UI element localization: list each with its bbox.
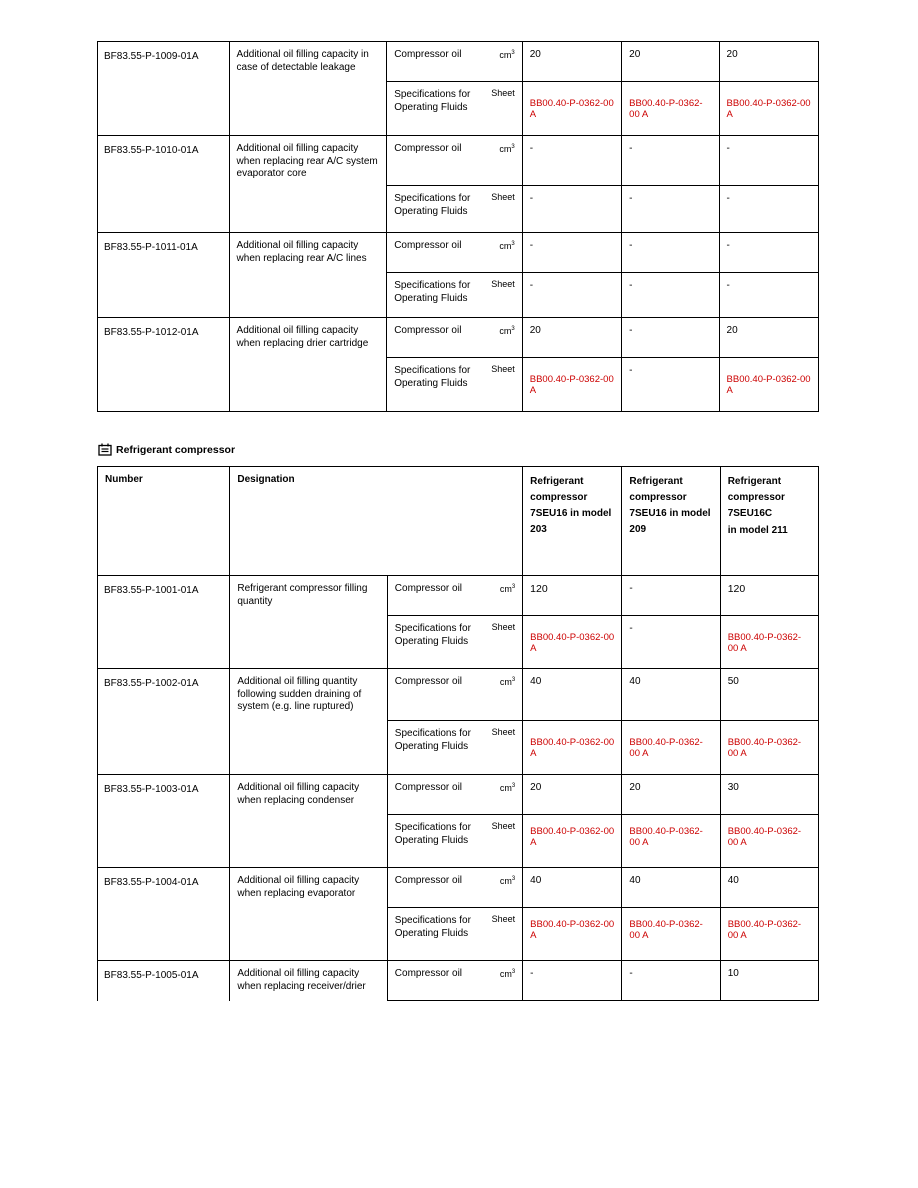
unit-label: $cm^3$ bbox=[499, 584, 516, 594]
param-cell bbox=[387, 318, 523, 358]
param-label: Compressor oil bbox=[394, 676, 463, 687]
spec-sheet-link[interactable]: BB00.40-P-0362-00 A bbox=[726, 98, 811, 120]
row-designation: Additional oil filling capacity when replacing drier cartridge bbox=[229, 318, 387, 412]
param-label: Compressor oil bbox=[394, 143, 462, 154]
param-cell bbox=[387, 616, 522, 669]
param-label: Specifications for Operating Fluids bbox=[394, 365, 471, 389]
table-row bbox=[98, 775, 819, 815]
header-designation: Designation bbox=[230, 467, 523, 576]
unit-label: $cm^3$ bbox=[499, 783, 516, 793]
param-label: Compressor oil bbox=[394, 583, 463, 594]
param-cell bbox=[387, 669, 522, 721]
spec-sheet-link[interactable]: BB00.40-P-0362-00 A bbox=[530, 632, 615, 654]
value-cell: - bbox=[622, 186, 719, 233]
value-cell: 20 bbox=[719, 42, 818, 82]
spec-sheet-link[interactable]: BB00.40-P-0362-00 A bbox=[629, 98, 703, 120]
value-cell: - bbox=[523, 961, 622, 1001]
row-number: BF83.55-P-1003-01A bbox=[98, 775, 230, 868]
value-cell: 120 bbox=[720, 576, 818, 616]
row-designation: Additional oil filling capacity when replacing rear A/C lines bbox=[229, 233, 387, 318]
spec-sheet-link[interactable]: BB00.40-P-0362-00 A bbox=[727, 737, 802, 759]
param-cell bbox=[387, 775, 522, 815]
param-cell bbox=[387, 42, 523, 82]
param-label: Compressor oil bbox=[394, 240, 462, 251]
row-number: BF83.55-P-1010-01A bbox=[98, 136, 230, 233]
param-cell bbox=[387, 868, 522, 908]
value-cell: 20 bbox=[523, 775, 622, 815]
value-cell: - bbox=[622, 358, 719, 412]
spec-sheet-link[interactable]: BB00.40-P-0362-00 A bbox=[727, 632, 802, 654]
value-cell: 30 bbox=[720, 775, 818, 815]
table-header-row bbox=[98, 467, 819, 576]
table-row bbox=[98, 136, 819, 186]
section-title bbox=[98, 443, 235, 456]
param-cell bbox=[387, 233, 523, 273]
header-number: Number bbox=[98, 467, 230, 576]
value-cell: - bbox=[622, 273, 719, 318]
table-row bbox=[98, 42, 819, 82]
row-designation: Additional oil filling capacity when replacing receiver/drier bbox=[230, 961, 387, 1001]
compressor-spec-table bbox=[97, 466, 819, 1001]
value-cell: 120 bbox=[523, 576, 622, 616]
row-number: BF83.55-P-1001-01A bbox=[98, 576, 230, 669]
row-designation: Additional oil filling capacity in case of detectable leakage bbox=[229, 42, 387, 136]
unit-label: Sheet bbox=[491, 192, 515, 202]
param-cell bbox=[387, 186, 523, 233]
value-cell: 40 bbox=[622, 669, 720, 721]
param-label: Specifications for Operating Fluids bbox=[394, 623, 471, 647]
param-label: Compressor oil bbox=[394, 325, 462, 336]
value-cell: - bbox=[522, 273, 621, 318]
value-cell: - bbox=[622, 616, 720, 669]
param-label: Compressor oil bbox=[394, 875, 463, 886]
table-row bbox=[98, 669, 819, 721]
param-label: Compressor oil bbox=[394, 782, 463, 793]
value-cell: - bbox=[719, 136, 818, 186]
param-label: Specifications for Operating Fluids bbox=[394, 915, 471, 939]
header-col-model-203: Refrigerant compressor 7SEU16 in model 203 bbox=[523, 467, 622, 576]
value-cell: 20 bbox=[719, 318, 818, 358]
value-cell: - bbox=[622, 233, 719, 273]
param-cell bbox=[387, 721, 522, 775]
value-cell: 40 bbox=[720, 868, 818, 908]
value-cell: - bbox=[622, 961, 720, 1001]
param-label: Specifications for Operating Fluids bbox=[394, 280, 471, 304]
param-cell bbox=[387, 961, 522, 1001]
unit-label: $cm^3$ bbox=[499, 326, 515, 336]
header-col-model-209: Refrigerant compressor 7SEU16 in model 209 bbox=[622, 467, 720, 576]
spec-sheet-link[interactable]: BB00.40-P-0362-00 A bbox=[530, 737, 615, 759]
unit-label: Sheet bbox=[491, 727, 516, 737]
table-row bbox=[98, 576, 819, 616]
table-row bbox=[98, 868, 819, 908]
spec-sheet-link[interactable]: BB00.40-P-0362-00 A bbox=[629, 737, 703, 759]
param-cell bbox=[387, 576, 522, 616]
param-label: Specifications for Operating Fluids bbox=[394, 822, 471, 846]
value-cell: - bbox=[719, 273, 818, 318]
spec-sheet-link[interactable]: BB00.40-P-0362-00 A bbox=[727, 919, 802, 941]
value-cell: 20 bbox=[522, 42, 621, 82]
unit-label: Sheet bbox=[491, 821, 516, 831]
unit-label: Sheet bbox=[491, 88, 515, 98]
header-col-model-211: Refrigerant compressor 7SEU16C in model 211 bbox=[720, 467, 818, 576]
value-cell: - bbox=[622, 318, 719, 358]
param-label: Compressor oil bbox=[394, 968, 463, 979]
table-row bbox=[98, 233, 819, 273]
value-cell: 40 bbox=[523, 669, 622, 721]
row-designation: Refrigerant compressor filling quantity bbox=[230, 576, 387, 669]
unit-label: Sheet bbox=[491, 622, 516, 632]
unit-label: $cm^3$ bbox=[499, 969, 516, 979]
value-cell: 10 bbox=[720, 961, 818, 1001]
unit-label: Sheet bbox=[491, 279, 515, 289]
value-cell: - bbox=[622, 136, 719, 186]
param-cell bbox=[387, 358, 523, 412]
param-label: Specifications for Operating Fluids bbox=[394, 89, 471, 113]
spec-sheet-link[interactable]: BB00.40-P-0362-00 A bbox=[629, 826, 703, 848]
unit-label: $cm^3$ bbox=[499, 876, 516, 886]
unit-label: $cm^3$ bbox=[499, 50, 515, 60]
param-label: Specifications for Operating Fluids bbox=[394, 193, 471, 217]
param-cell bbox=[387, 815, 522, 868]
table-row bbox=[98, 961, 819, 1001]
value-cell: - bbox=[622, 576, 720, 616]
param-label: Specifications for Operating Fluids bbox=[394, 728, 471, 752]
value-cell: - bbox=[719, 233, 818, 273]
row-designation: Additional oil filling quantity following sudden draining of system (e.g. line ruptured) bbox=[230, 669, 387, 775]
top-spec-table bbox=[97, 41, 819, 412]
value-cell: 50 bbox=[720, 669, 818, 721]
row-designation: Additional oil filling capacity when replacing evaporator bbox=[230, 868, 387, 961]
row-designation: Additional oil filling capacity when replacing rear A/C system evaporator core bbox=[229, 136, 387, 233]
param-cell bbox=[387, 82, 523, 136]
row-number: BF83.55-P-1004-01A bbox=[98, 868, 230, 961]
unit-label: $cm^3$ bbox=[499, 144, 515, 154]
spec-sheet-link[interactable]: BB00.40-P-0362-00 A bbox=[727, 826, 802, 848]
unit-label: Sheet bbox=[491, 914, 516, 924]
row-number: BF83.55-P-1009-01A bbox=[98, 42, 230, 136]
value-cell: 20 bbox=[622, 775, 720, 815]
value-cell: - bbox=[719, 186, 818, 233]
spec-sheet-link[interactable]: BB00.40-P-0362-00 A bbox=[629, 919, 703, 941]
document-table-icon bbox=[98, 443, 112, 456]
row-number: BF83.55-P-1002-01A bbox=[98, 669, 230, 775]
section-title-text: Refrigerant compressor bbox=[116, 443, 236, 456]
value-cell: 40 bbox=[622, 868, 720, 908]
value-cell: - bbox=[522, 186, 621, 233]
unit-label: Sheet bbox=[491, 364, 515, 374]
param-cell bbox=[387, 136, 523, 186]
value-cell: 40 bbox=[523, 868, 622, 908]
param-cell bbox=[387, 908, 522, 961]
spec-sheet-link[interactable]: BB00.40-P-0362-00 A bbox=[726, 374, 811, 396]
spec-sheet-link[interactable]: BB00.40-P-0362-00 A bbox=[529, 98, 614, 120]
spec-sheet-link[interactable]: BB00.40-P-0362-00 A bbox=[530, 919, 615, 941]
value-cell: - bbox=[522, 136, 621, 186]
value-cell: - bbox=[522, 233, 621, 273]
param-label: Compressor oil bbox=[394, 49, 462, 60]
row-designation: Additional oil filling capacity when replacing condenser bbox=[230, 775, 387, 868]
row-number: BF83.55-P-1012-01A bbox=[98, 318, 230, 412]
row-number: BF83.55-P-1011-01A bbox=[98, 233, 230, 318]
spec-sheet-link[interactable]: BB00.40-P-0362-00 A bbox=[530, 826, 615, 848]
value-cell: 20 bbox=[522, 318, 621, 358]
value-cell: 20 bbox=[622, 42, 719, 82]
unit-label: $cm^3$ bbox=[499, 677, 516, 687]
table-row bbox=[98, 318, 819, 358]
spec-sheet-link[interactable]: BB00.40-P-0362-00 A bbox=[529, 374, 614, 396]
unit-label: $cm^3$ bbox=[499, 241, 515, 251]
param-cell bbox=[387, 273, 523, 318]
row-number: BF83.55-P-1005-01A bbox=[98, 961, 230, 1001]
